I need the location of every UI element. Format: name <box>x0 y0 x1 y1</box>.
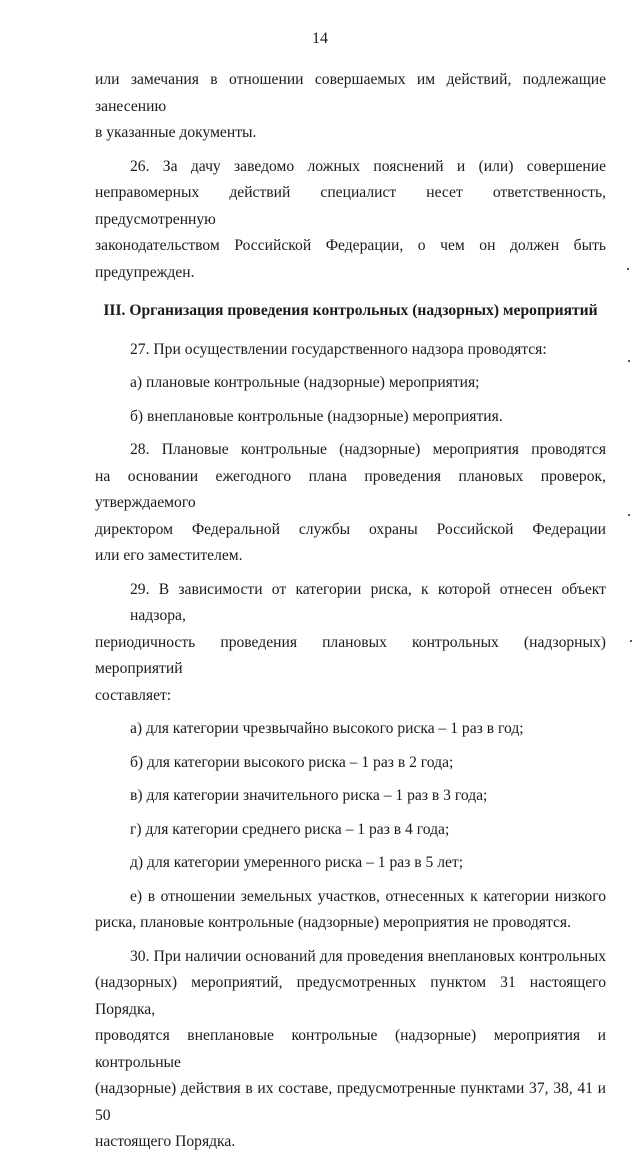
text-line: (надзорные) действия в их составе, предусмотренные пунктами 37, 38, 41 и 50 <box>95 1080 606 1124</box>
text-line: 26. За дачу заведомо ложных пояснений и (или) совершение <box>130 157 606 175</box>
paragraph-26 <box>95 154 606 260</box>
list-item: б) для категории высокого риска – 1 раз в 2 года; <box>130 753 454 771</box>
text-line: предупрежден. <box>95 263 195 281</box>
section-heading: III. Организация проведения контрольных (надзорных) мероприятий <box>103 302 598 319</box>
text-line: 28. Плановые контрольные (надзорные) мероприятия проводятся <box>130 441 606 458</box>
paragraph-28 <box>95 437 606 543</box>
list-item: г) для категории среднего риска – 1 раз в 4 года; <box>130 820 450 838</box>
list-item <box>95 884 606 911</box>
text-line: 30. При наличии оснований для проведения внеплановых контрольных <box>130 947 606 965</box>
scan-speck <box>628 514 630 516</box>
scan-speck <box>628 360 630 362</box>
text-line: составляет: <box>95 686 172 704</box>
text-line: законодательством Российской Федерации, о чем он должен быть <box>95 237 606 254</box>
list-item: а) для категории чрезвычайно высокого риска – 1 раз в год; <box>130 720 524 737</box>
text-line: неправомерных действий специалист несет ответственность, предусмотренную <box>95 184 606 228</box>
text-line: или замечания в отношении совершаемых им действий, подлежащие занесению <box>95 71 606 115</box>
scan-speck <box>630 640 632 642</box>
list-item: б) внеплановые контрольные (надзорные) мероприятия. <box>130 407 503 425</box>
text-line: (надзорных) мероприятий, предусмотренных пунктом 31 настоящего Порядка, <box>95 974 606 1018</box>
text-line: е) в отношении земельных участков, отнесенных к категории низкого <box>130 887 606 905</box>
list-item: д) для категории умеренного риска – 1 раз в 5 лет; <box>130 854 464 871</box>
text-line: настоящего Порядка. <box>95 1133 236 1150</box>
text-line: периодичность проведения плановых контрольных (надзорных) мероприятий <box>95 633 606 677</box>
document-body <box>95 67 606 1156</box>
text-line: директором Федеральной службы охраны Российской Федерации <box>95 520 606 538</box>
paragraph-30 <box>95 944 606 1130</box>
scan-speck <box>627 268 629 270</box>
text-line: в указанные документы. <box>95 124 257 141</box>
paragraph-27: 27. При осуществлении государственного надзора проводятся: <box>130 340 547 358</box>
page-number: 14 <box>312 30 328 47</box>
list-item: в) для категории значительного риска – 1 раз в 3 года; <box>130 787 488 804</box>
list-item: а) плановые контрольные (надзорные) мероприятия; <box>130 374 480 391</box>
text-line: риска, плановые контрольные (надзорные) мероприятия не проводятся. <box>95 914 571 931</box>
text-line: проводятся внеплановые контрольные (надзорные) мероприятия и контрольные <box>95 1027 606 1071</box>
paragraph-continuation <box>95 67 606 120</box>
text-line: или его заместителем. <box>95 547 243 564</box>
paragraph-29 <box>95 577 606 683</box>
text-line: на основании ежегодного плана проведения плановых проверок, утверждаемого <box>95 467 606 511</box>
text-line: 29. В зависимости от категории риска, к которой отнесен объект надзора, <box>130 580 606 624</box>
